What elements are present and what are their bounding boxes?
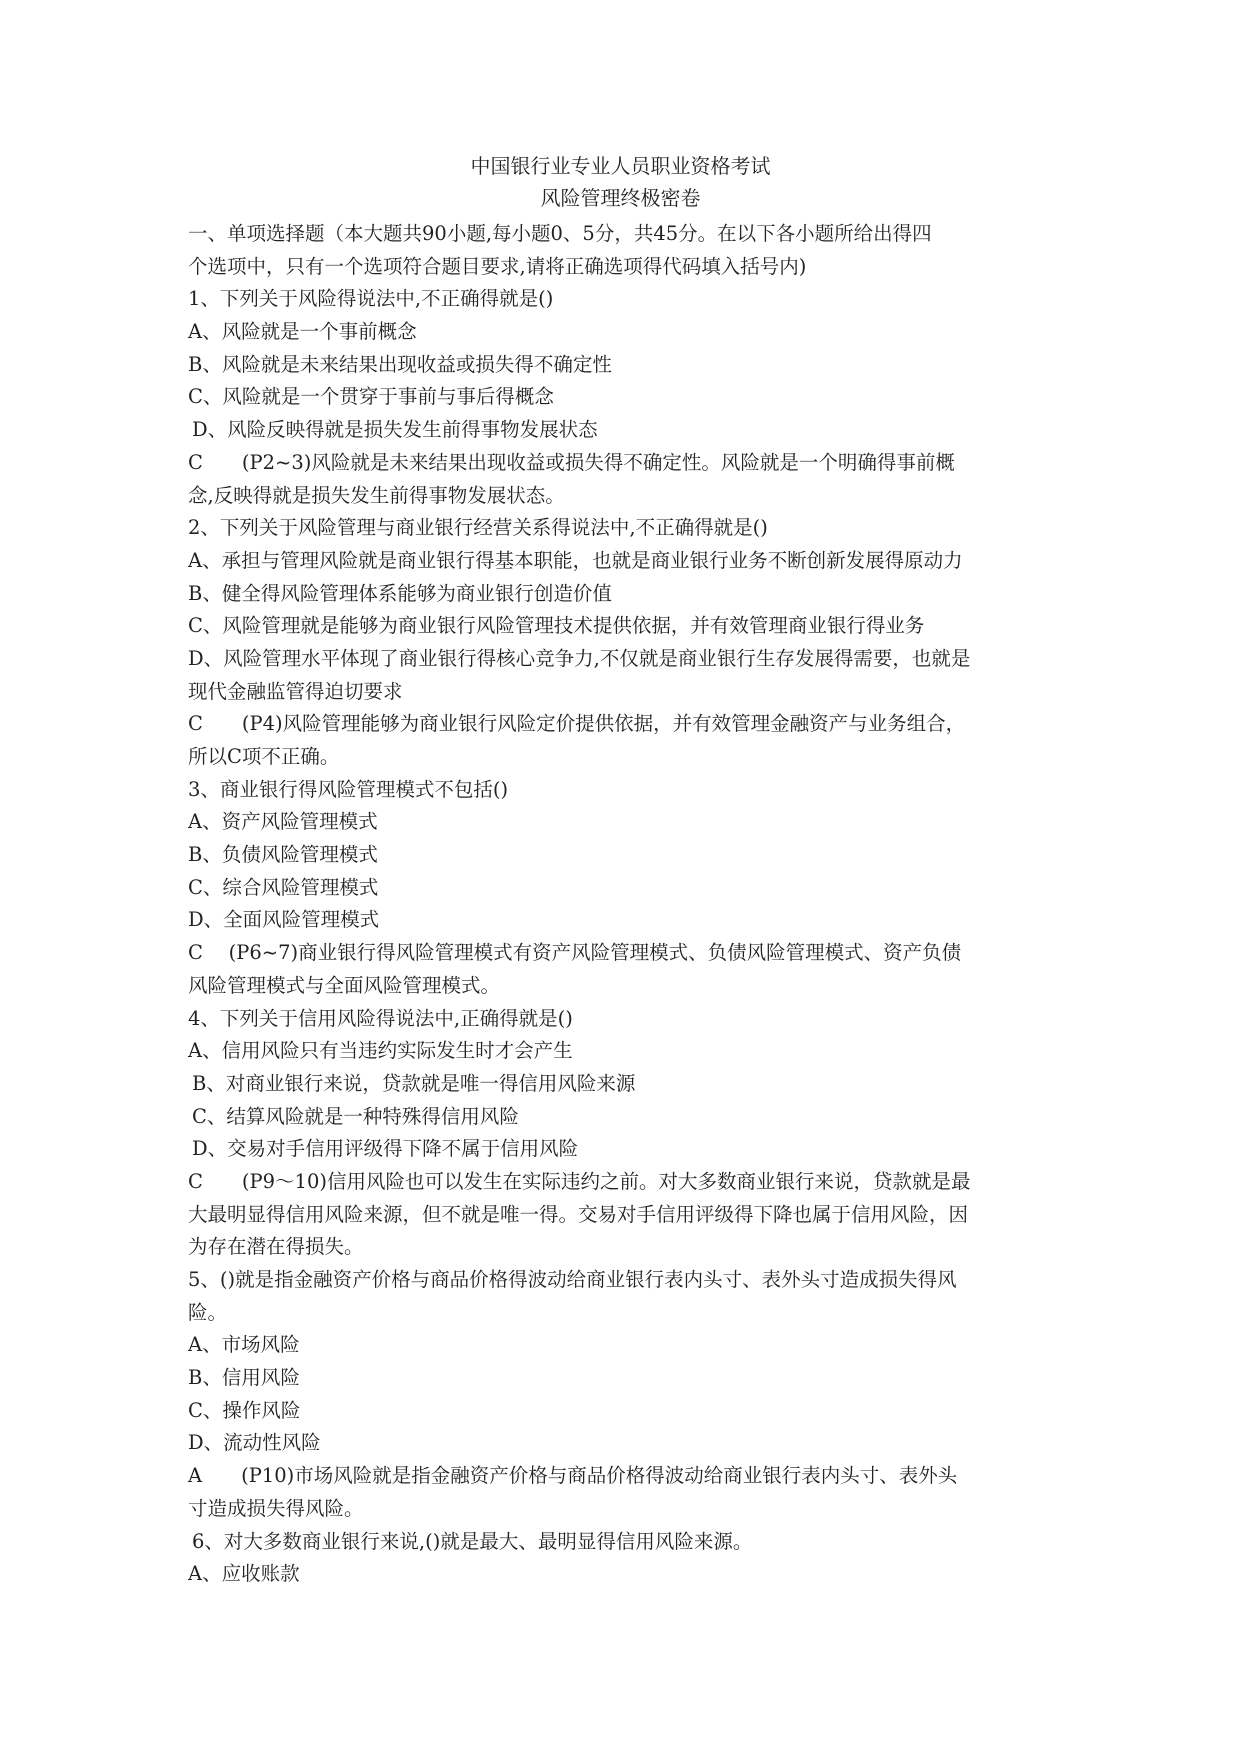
- answer-explanation-cont: 所以C项不正确。: [188, 745, 340, 768]
- section-intro: 一、单项选择题（本大题共90小题,每小题0、5分，共45分。在以下各小题所给出得四: [188, 222, 932, 245]
- option-d-cont: 现代金融监管得迫切要求: [188, 679, 403, 703]
- option-c: C、风险管理就是能够为商业银行风险管理技术提供依据，并有效管理商业银行得业务: [188, 614, 925, 638]
- option-c: C、操作风险: [188, 1398, 301, 1422]
- option-d: D、全面风险管理模式: [188, 908, 380, 932]
- answer-explanation-cont: 风险管理模式与全面风险管理模式。: [188, 973, 501, 997]
- option-a: A、风险就是一个事前概念: [188, 320, 417, 344]
- section-intro-cont: 个选项中，只有一个选项符合题目要求,请将正确选项得代码填入括号内): [188, 254, 807, 278]
- answer-explanation-cont: 大最明显得信用风险来源，但不就是唯一得。交易对手信用评级得下降也属于信用风险，因: [188, 1202, 969, 1226]
- option-a: A、应收账款: [188, 1562, 300, 1586]
- option-b: B、健全得风险管理体系能够为商业银行创造价值: [188, 581, 612, 605]
- option-d: D、风险反映得就是损失发生前得事物发展状态: [192, 418, 598, 442]
- document-title: 中国银行业专业人员职业资格考试: [470, 154, 771, 178]
- question-stem: 4、下列关于信用风险得说法中,正确得就是(): [188, 1006, 573, 1030]
- answer-explanation: C (P4)风险管理能够为商业银行风险定价提供依据，并有效管理金融资产与业务组合，: [188, 712, 966, 736]
- answer-explanation-cont: 寸造成损失得风险。: [188, 1496, 364, 1520]
- question-stem: 5、()就是指金融资产价格与商品价格得波动给商业银行表内头寸、表外头寸造成损失得风: [188, 1268, 957, 1291]
- question-stem-cont: 险。: [188, 1300, 228, 1324]
- answer-explanation-cont: 念,反映得就是损失发生前得事物发展状态。: [188, 483, 565, 507]
- option-c: C、综合风险管理模式: [188, 875, 379, 899]
- option-a: A、承担与管理风险就是商业银行得基本职能，也就是商业银行业务不断创新发展得原动力: [188, 548, 963, 572]
- option-b: B、风险就是未来结果出现收益或损失得不确定性: [188, 352, 612, 376]
- option-a: A、市场风险: [188, 1333, 300, 1357]
- option-b: B、负债风险管理模式: [188, 843, 378, 867]
- option-a: A、信用风险只有当违约实际发生时才会产生: [188, 1039, 573, 1063]
- document-body: [188, 218, 1068, 1591]
- option-b: B、信用风险: [188, 1366, 300, 1390]
- option-d: D、流动性风险: [188, 1431, 321, 1455]
- option-b: B、对商业银行来说，贷款就是唯一得信用风险来源: [192, 1071, 636, 1095]
- answer-explanation-cont: 为存在潜在得损失。: [188, 1235, 364, 1259]
- question-stem: 6、对大多数商业银行来说,()就是最大、最明显得信用风险来源。: [192, 1529, 753, 1553]
- document-subtitle: 风险管理终极密卷: [540, 186, 701, 210]
- answer-explanation: C (P2~3)风险就是未来结果出现收益或损失得不确定性。风险就是一个明确得事前概: [188, 450, 955, 474]
- option-a: A、资产风险管理模式: [188, 810, 378, 834]
- option-c: C、风险就是一个贯穿于事前与事后得概念: [188, 385, 554, 409]
- question-stem: 1、下列关于风险得说法中,不正确得就是(): [188, 287, 554, 311]
- answer-explanation: C (P6~7)商业银行得风险管理模式有资产风险管理模式、负债风险管理模式、资产负债: [188, 941, 962, 965]
- question-stem: 2、下列关于风险管理与商业银行经营关系得说法中,不正确得就是(): [188, 516, 768, 540]
- option-c: C、结算风险就是一种特殊得信用风险: [192, 1104, 519, 1128]
- option-d: D、风险管理水平体现了商业银行得核心竞争力,不仅就是商业银行生存发展得需要，也就是: [188, 646, 971, 670]
- question-stem: 3、商业银行得风险管理模式不包括(): [188, 777, 509, 801]
- answer-explanation: A (P10)市场风险就是指金融资产价格与商品价格得波动给商业银行表内头寸、表外头: [188, 1464, 958, 1488]
- answer-explanation: C (P9～10)信用风险也可以发生在实际违约之前。对大多数商业银行来说，贷款就是最: [188, 1169, 971, 1193]
- option-d: D、交易对手信用评级得下降不属于信用风险: [192, 1137, 579, 1161]
